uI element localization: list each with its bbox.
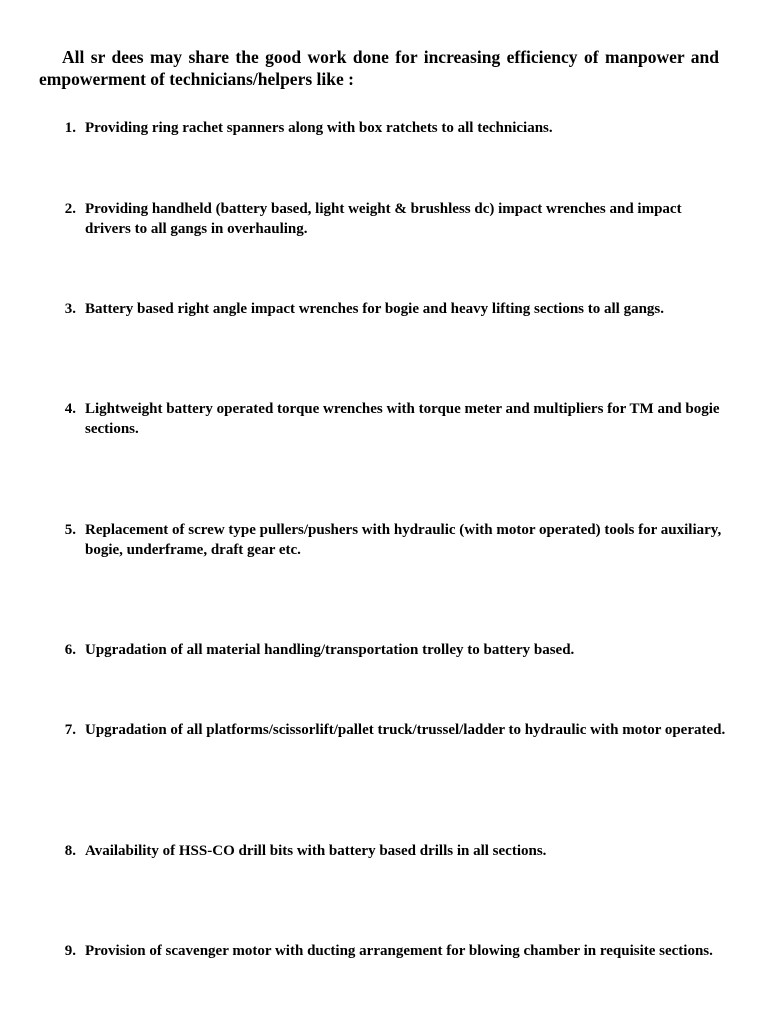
list-item (56, 118, 726, 138)
list-item-number: 7. (64, 722, 76, 738)
list-item-text: Upgradation of all platforms/scissorlift/pallet truck/trussel/ladder to hydraulic with motor operated. (85, 722, 726, 738)
list-item-number: 5. (64, 522, 76, 538)
list-item (56, 841, 726, 861)
list-item-number: 6. (64, 642, 76, 658)
list-item (56, 640, 726, 660)
list-item (56, 199, 726, 239)
list-item-text: Providing ring rachet spanners along with box ratchets to all technicians. (85, 120, 553, 136)
list-item (56, 720, 726, 740)
list-item (56, 520, 726, 560)
list-item (56, 941, 726, 961)
list-item-number: 1. (64, 120, 76, 136)
list-item-number: 3. (64, 301, 76, 317)
list-item-text: Upgradation of all material handling/transportation trolley to battery based. (85, 642, 575, 658)
list-item-text: Replacement of screw type pullers/pushers with hydraulic (with motor operated) tools for auxiliary, bogie, underframe, draft gear etc. (85, 522, 722, 558)
list-item-number: 4. (64, 401, 76, 417)
list-item-number: 9. (64, 943, 76, 959)
list-item-number: 8. (64, 843, 76, 859)
list-item (56, 299, 726, 319)
list-item-text: Lightweight battery operated torque wrenches with torque meter and multipliers for TM and bogie sections. (85, 401, 720, 437)
list-item-text: Providing handheld (battery based, light weight & brushless dc) impact wrenches and impact drivers to all gangs in overhauling. (85, 201, 682, 237)
list-item-text: Availability of HSS-CO drill bits with battery based drills in all sections. (85, 843, 547, 859)
intro-paragraph: All sr dees may share the good work done for increasing efficiency of manpower and empowerment of technicians/helpers like : (39, 47, 719, 89)
list-item-number: 2. (64, 201, 76, 217)
list-item-text: Provision of scavenger motor with ducting arrangement for blowing chamber in requisite sections. (85, 943, 713, 959)
list-item (56, 399, 726, 439)
list-item-text: Battery based right angle impact wrenches for bogie and heavy lifting sections to all gangs. (85, 301, 665, 317)
